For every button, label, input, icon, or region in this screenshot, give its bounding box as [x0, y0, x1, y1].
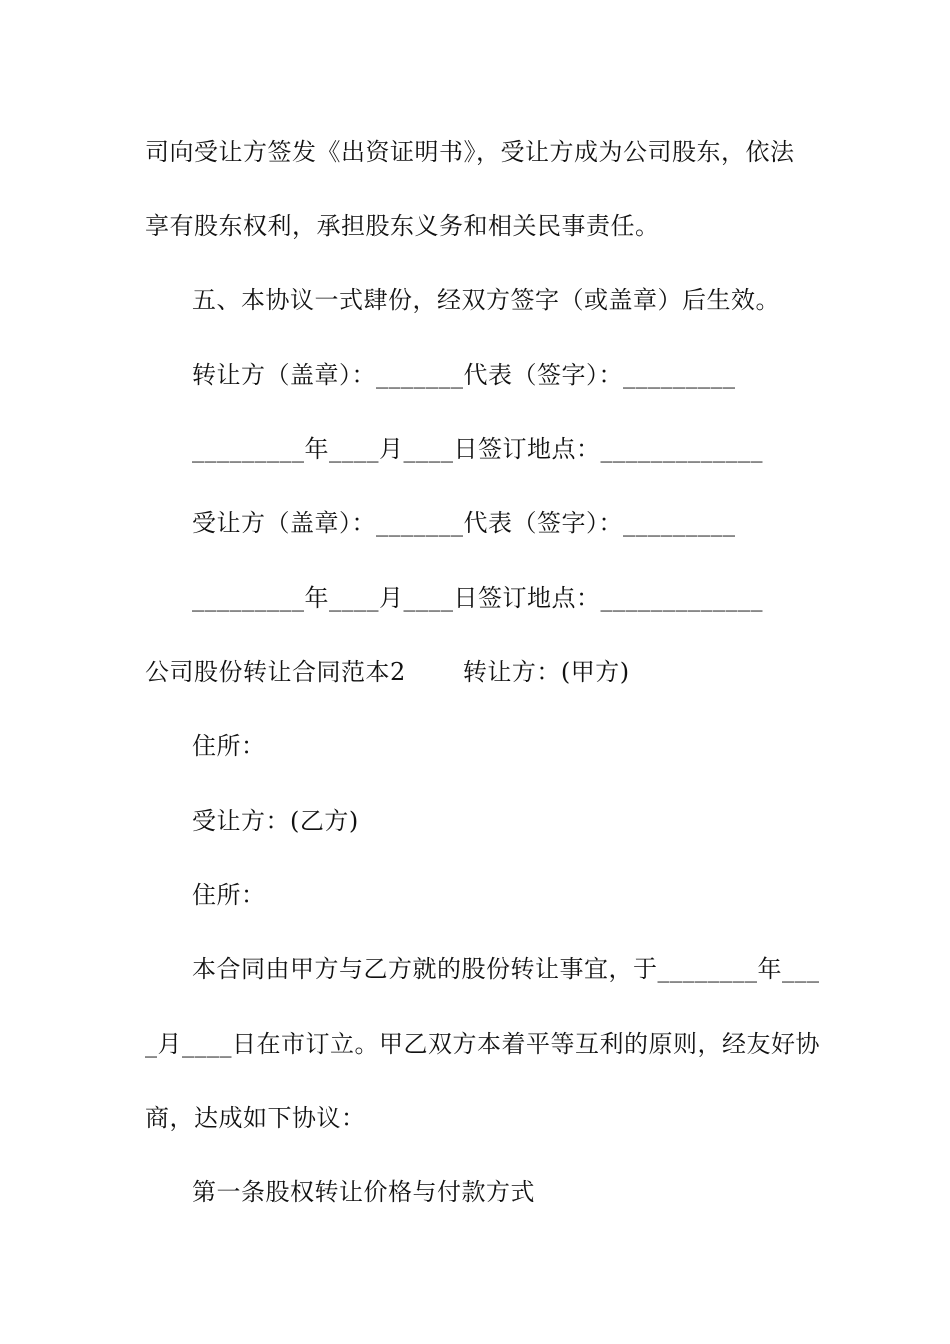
transferor-signature-line: 转让方（盖章）：_______代表（签字）：_________: [192, 361, 736, 389]
paragraph-line: _月____日在市订立。甲乙双方本着平等互利的原则，经友好协: [145, 1030, 820, 1058]
transferor-date-place-line: _________年____月____日签订地点：_____________: [192, 435, 763, 463]
contract-title-line: 公司股份转让合同范本2 转让方：(甲方): [145, 658, 630, 686]
paragraph-line: 本合同由甲方与乙方就的股份转让事宜，于________年___: [192, 955, 820, 983]
article-one-heading: 第一条股权转让价格与付款方式: [192, 1178, 535, 1206]
transferee-signature-line: 受让方（盖章）：_______代表（签字）：_________: [192, 509, 736, 537]
party-b-label: 受让方：(乙方): [192, 807, 359, 835]
paragraph-line: 商，达成如下协议：: [145, 1104, 366, 1132]
paragraph-line: 司向受让方签发《出资证明书》，受让方成为公司股东，依法: [145, 138, 795, 166]
clause-five: 五、本协议一式肆份，经双方签字（或盖章）后生效。: [192, 286, 780, 314]
transferee-date-place-line: _________年____月____日签订地点：_____________: [192, 584, 763, 612]
party-a-address: 住所：: [192, 732, 266, 760]
party-b-address: 住所：: [192, 881, 266, 909]
paragraph-line: 享有股东权利，承担股东义务和相关民事责任。: [145, 212, 660, 240]
